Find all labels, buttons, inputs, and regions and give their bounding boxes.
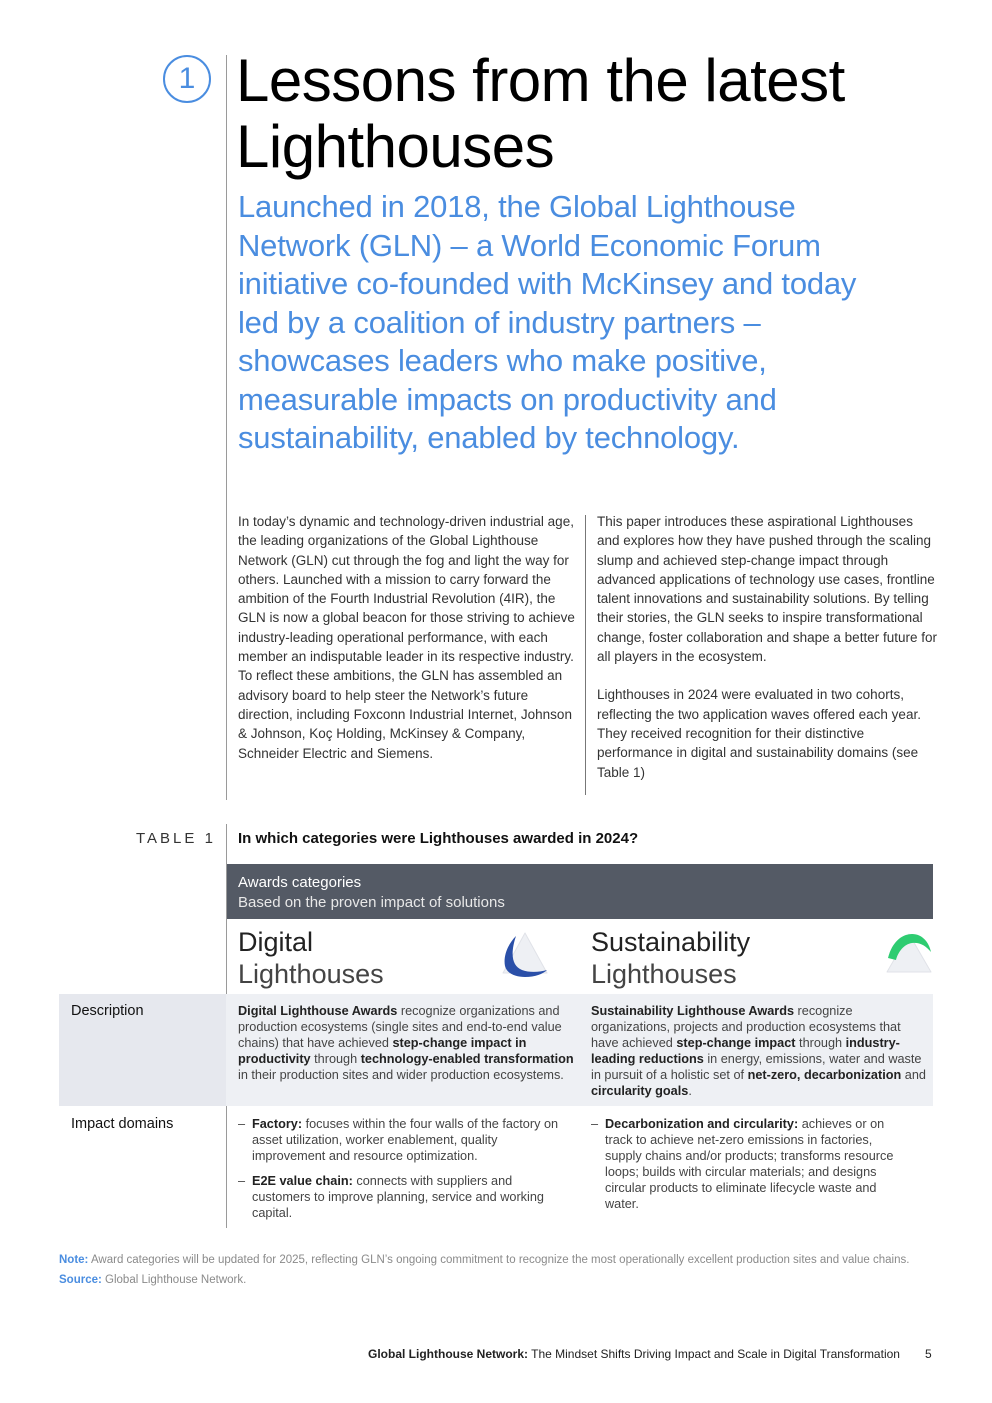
body-column-right xyxy=(597,512,937,782)
category-subtitle: Lighthouses xyxy=(591,959,737,989)
desc-text: recognize organizations and production ecosystems (single sites and end-to-end value chains) that have achieved xyxy=(238,1004,562,1050)
desc-emphasis: circularity goals xyxy=(591,1084,689,1098)
body-paragraph: In today’s dynamic and technology-driven industrial age, the leading organizations of the Global Lighthouse Network (GLN) cut through the fog and light the way for others. Launched with a mission to carry forward the ambition of the Fourth Industrial Revolution (4IR), the GLN is now a global beacon for those striving to achieve industry-leading operational performance, with each member an indisputable leader in its respective industry. To reflect these ambitions, the GLN has assembled an advisory board to help steer the Network’s future direction, including Foxconn Industrial Internet, Johnson & Johnson, Koç Holding, McKinsey & Company, Schneider Electric and Siemens. xyxy=(238,514,575,761)
desc-emphasis: net-zero, decarbonization xyxy=(747,1068,902,1082)
category-title: Sustainability xyxy=(591,927,751,957)
table-header-title: Awards categories xyxy=(238,874,362,891)
table-header-subtitle: Based on the proven impact of solutions xyxy=(238,894,505,911)
list-dash: – xyxy=(591,1117,599,1131)
page-footer xyxy=(368,1347,900,1361)
desc-emphasis: step-change impact in productivity xyxy=(238,1036,527,1066)
impact-domain-text: achieves or on track to achieve net-zero emissions in factories, supply chains and/or products; transforms resource loops; builds with circular materials; and designs circular products to eliminate lifecycle waste and water. xyxy=(605,1117,894,1211)
table-header-bar xyxy=(227,864,933,919)
footer-publication: Global Lighthouse Network: xyxy=(368,1347,529,1361)
lead-paragraph: Launched in 2018, the Global Lighthouse Network (GLN) – a World Economic Forum initiative co-founded with McKinsey and today led by a coalition of industry partners – showcases leaders who make positive, measurable impacts on productivity and sustainability, enabled by technology. xyxy=(238,189,857,455)
impact-domain-text: focuses within the four walls of the factory on asset utilization, worker enablement, quality improvement and resource optimization. xyxy=(252,1117,559,1163)
desc-emphasis: industry-leading reductions xyxy=(591,1036,900,1066)
column-divider xyxy=(585,515,586,795)
digital-award-name: Digital Lighthouse Awards xyxy=(238,1004,398,1018)
sustainability-impact-domains xyxy=(591,1116,911,1212)
category-digital xyxy=(238,926,384,990)
list-dash: – xyxy=(238,1117,246,1131)
body-paragraph: This paper introduces these aspirational Lighthouses and explores how they have pushed through the scaling slump and achieved step-change impact through advanced applications of technology use cases, frontline talent innovations and sustainability solutions. By telling their stories, the GLN seeks to inspire transformational change, foster collaboration and shape a better future for all players in the ecosystem. xyxy=(597,514,937,665)
sustainability-lighthouse-logo-icon xyxy=(884,928,934,978)
body-column-left xyxy=(238,512,578,763)
row-label-description: Description xyxy=(71,1003,144,1019)
note-text: Award categories will be updated for 2025, reflecting GLN’s ongoing commitment to recognize the most operationally excellent production sites and value chains. xyxy=(88,1254,910,1266)
row-label-impact: Impact domains xyxy=(71,1116,174,1132)
category-title: Digital xyxy=(238,927,314,957)
body-paragraph: Lighthouses in 2024 were evaluated in two cohorts, reflecting the two application waves offered each year. They received recognition for their distinctive performance in digital and sustainability domains (see Table 1) xyxy=(597,687,921,780)
desc-text: in their production sites and wider production ecosystems. xyxy=(238,1068,564,1082)
impact-domain-name: Decarbonization and circularity: xyxy=(605,1117,799,1131)
desc-text: through xyxy=(795,1036,846,1050)
desc-text: and xyxy=(901,1068,926,1082)
table-label: TABLE 1 xyxy=(136,830,216,847)
table-note xyxy=(59,1252,909,1268)
impact-domain-text: connects with suppliers and customers to improve planning, service and working capital. xyxy=(252,1174,544,1220)
section-rule xyxy=(226,55,227,800)
category-subtitle: Lighthouses xyxy=(238,959,384,989)
table-caption: In which categories were Lighthouses awarded in 2024? xyxy=(238,830,639,847)
list-item xyxy=(591,1116,911,1212)
desc-emphasis: step-change impact xyxy=(676,1036,796,1050)
category-sustainability xyxy=(591,926,750,990)
sustainability-description xyxy=(591,1003,926,1099)
list-item xyxy=(238,1173,568,1221)
impact-domain-name: Factory: xyxy=(252,1117,303,1131)
page-title: Lessons from the latest Lighthouses xyxy=(236,47,845,180)
footer-title: The Mindset Shifts Driving Impact and Scale in Digital Transformation xyxy=(528,1347,900,1361)
list-dash: – xyxy=(238,1174,246,1188)
desc-text: recognize organizations, projects and production ecosystems that have achieved xyxy=(591,1004,901,1050)
list-item xyxy=(238,1116,568,1164)
desc-text: in energy, emissions, water and waste in pursuit of a holistic set of xyxy=(591,1052,922,1082)
sustainability-award-name: Sustainability Lighthouse Awards xyxy=(591,1004,795,1018)
desc-emphasis: technology-enabled transformation xyxy=(360,1052,574,1066)
digital-impact-domains xyxy=(238,1116,568,1221)
digital-lighthouse-logo-icon xyxy=(500,930,550,980)
desc-text: through xyxy=(310,1052,361,1066)
note-label: Note: xyxy=(59,1254,89,1266)
source-label: Source: xyxy=(59,1274,102,1286)
desc-text: . xyxy=(688,1084,692,1098)
digital-description xyxy=(238,1003,578,1083)
page-number: 5 xyxy=(925,1347,932,1361)
chapter-number-badge: 1 xyxy=(163,55,211,103)
impact-domain-name: E2E value chain: xyxy=(252,1174,353,1188)
source-text: Global Lighthouse Network. xyxy=(101,1274,247,1286)
table-source xyxy=(59,1272,246,1288)
